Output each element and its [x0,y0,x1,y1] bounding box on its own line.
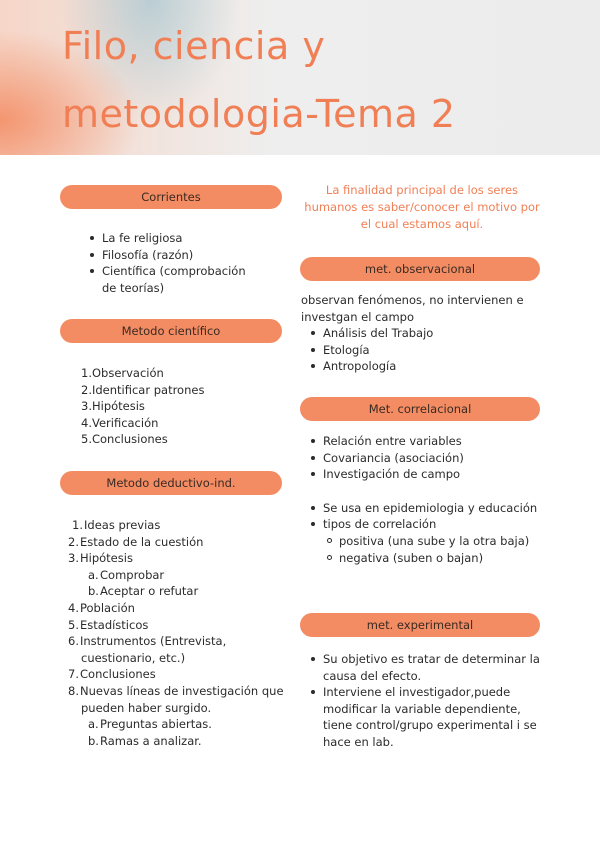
header-banner [0,0,600,155]
list-item: 3.Hipótesis [68,551,133,566]
list-item: tipos de correlación [309,516,549,533]
met-experimental-body [309,651,545,751]
list-item: La fe religiosa [88,230,278,247]
observacional-intro: observan fenómenos, no intervienen e investgan el campo [301,293,524,324]
list-item: 2.Estado de la cuestión [68,534,204,549]
corrientes-list [88,230,278,296]
list-item: 1.Observación [81,366,164,380]
sub-list-item: negativa (suben o bajan) [325,550,549,567]
list-item: 8.Nuevas líneas de investigación que [68,683,284,698]
list-item: 6.Instrumentos (Entrevista, [68,634,227,649]
list-item-continuation: pueden haber surgido. [81,700,212,715]
list-item: Antropología [309,358,541,375]
met-observacional-heading: met. observacional [300,257,540,281]
list-item: Investigación de campo [309,466,549,483]
met-experimental-heading: met. experimental [300,613,540,637]
list-item: 5.Conclusiones [81,432,168,447]
sub-list-item: positiva (una sube y la otra baja) [325,533,549,550]
page-title-line-1: Filo, ciencia y [62,24,326,68]
metodo-cientifico-heading: Metodo científico [60,319,282,343]
corrientes-heading: Corrientes [60,185,282,209]
list-item: Relación entre variables [309,433,549,450]
list-item: a.Comprobar [88,567,165,582]
list-item: Su objetivo es tratar de determinar la causa del efecto. [309,651,545,684]
list-item: Interviene el investigador,puede modificar la variable dependiente, tiene control/grupo experimental i se hace en lab. [309,684,545,750]
list-item-continuation: cuestionario, etc.) [81,650,186,665]
list-item: 4.Verificación [81,415,159,430]
met-observacional-body [301,292,541,375]
met-correlacional-body [309,433,549,566]
metodo-deductivo-list [68,517,288,749]
list-item: Análisis del Trabajo [309,325,541,342]
list-item: b.Ramas a analizar. [88,733,202,748]
list-item: Filosofía (razón) [88,247,278,264]
list-item: 7.Conclusiones [68,667,156,682]
list-item: 3.Hipótesis [81,399,145,414]
intro-quote: La finalidad principal de los seres humanos es saber/conocer el motivo por el cual estamos aquí. [304,183,540,231]
list-item: 2.Identificar patrones [81,382,205,397]
metodo-cientifico-list [81,365,281,448]
list-item: Se usa en epidemiologia y educación [309,500,549,517]
list-item: a.Preguntas abiertas. [88,717,212,732]
list-item: b.Aceptar o refutar [88,584,199,599]
met-correlacional-heading: Met. correlacional [300,397,540,421]
list-item: 1.Ideas previas [72,518,161,532]
page-title-line-2: metodologia-Tema 2 [62,92,456,136]
list-item-continuation: de teorías) [102,280,165,295]
list-item: Covariancia (asociación) [309,450,549,467]
list-item: 5.Estadísticos [68,617,149,632]
list-item: Científica (comprobación [88,263,278,280]
metodo-deductivo-heading: Metodo deductivo-ind. [60,471,282,495]
list-item: 4.Población [68,600,135,615]
list-item: Etología [309,342,541,359]
